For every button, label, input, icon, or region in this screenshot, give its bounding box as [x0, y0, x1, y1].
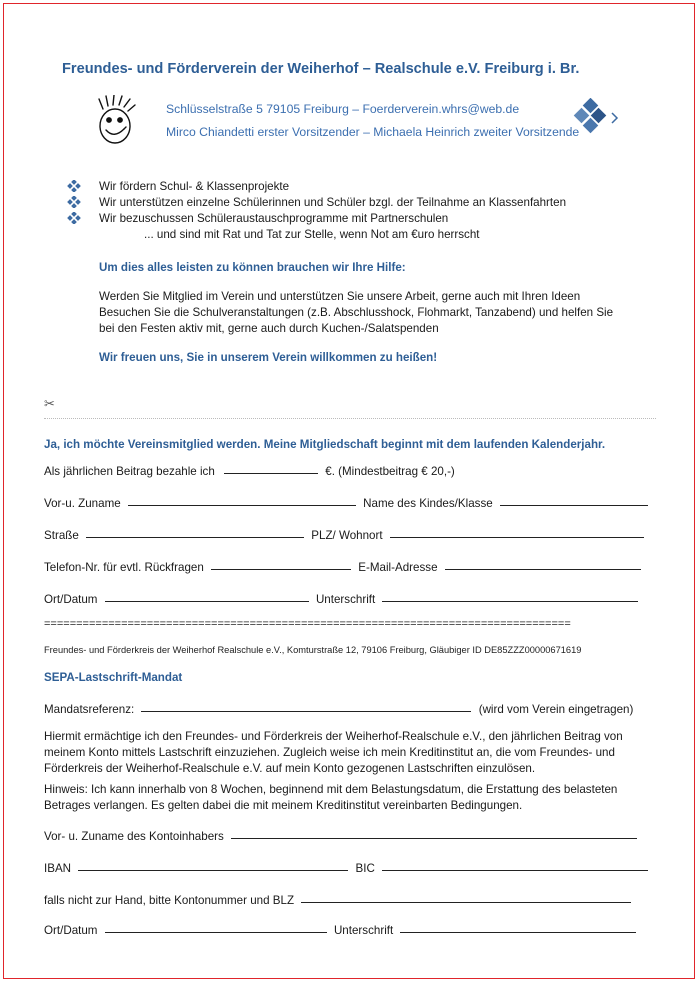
sepa-signature-label: Unterschrift [333, 924, 394, 937]
address-line: Schlüsselstraße 5 79105 Freiburg – Foerderverein.whrs@web.de [166, 102, 520, 116]
name-label: Vor-u. Zuname [44, 497, 121, 510]
name-row [44, 497, 648, 510]
help-heading: Um dies alles leisten zu können brauchen wir Ihre Hilfe: [99, 261, 406, 274]
authorization-text: Förderkreis der Weiherhof-Realschule e.V. auf mein Konto gezogenen Lastschriften einzulösen. [44, 762, 536, 775]
sepa-signature-input-line[interactable] [400, 931, 636, 933]
fee-row [44, 465, 455, 478]
fee-label: Als jährlichen Beitrag bezahle ich [44, 465, 215, 478]
note-text: Betrages verlangen. Es gelten dabei die mit meinem Kreditinstitut vereinbarten Bedingungen. [44, 799, 523, 812]
iban-label: IBAN [44, 862, 72, 875]
zip-input-line[interactable] [390, 536, 644, 538]
mandate-ref-line [141, 710, 471, 712]
account-input-line[interactable] [301, 901, 631, 903]
street-input-line[interactable] [86, 536, 304, 538]
signature-label: Unterschrift [315, 593, 376, 606]
street-label: Straße [44, 529, 79, 542]
authorization-text: meinem Konto mittels Lastschrift einzuziehen. Zugleich weise ich mein Kreditinstitut an, die vom Freundes- und [44, 746, 615, 759]
diamond-bullet-icon [67, 180, 83, 192]
date-input-line[interactable] [105, 600, 309, 602]
zip-label: PLZ/ Wohnort [311, 529, 383, 542]
sepa-heading: SEPA-Lastschrift-Mandat [44, 671, 183, 684]
phone-row [44, 561, 641, 574]
holder-input-line[interactable] [231, 837, 637, 839]
sepa-date-input-line[interactable] [105, 931, 327, 933]
mandate-ref-row [44, 703, 633, 716]
diamond-bullet-icon [67, 212, 83, 224]
email-label: E-Mail-Adresse [358, 561, 438, 574]
fee-input-line[interactable] [224, 472, 318, 474]
mandate-ref-label: Mandatsreferenz: [44, 703, 135, 716]
cut-line [44, 418, 656, 419]
diamond-bullet-icon [67, 196, 83, 208]
mandate-ref-note: (wird vom Verein eingetragen) [478, 703, 634, 716]
child-input-line[interactable] [500, 504, 648, 506]
holder-row [44, 830, 637, 843]
iban-input-line[interactable] [78, 869, 348, 871]
creditor-line: Freundes- und Förderkreis der Weiherhof Realschule e.V., Komturstraße 12, 79106 Freiburg, Gläubiger ID DE85ZZZ00000671619 [44, 645, 582, 655]
signature-input-line[interactable] [382, 600, 638, 602]
separator-line: ================================================================================== [44, 618, 571, 630]
smiley-logo [93, 95, 139, 147]
help-text: bei den Festen aktiv mit, gerne auch durch Kuchen-/Salatspenden [99, 322, 439, 335]
date-label: Ort/Datum [44, 593, 98, 606]
authorization-text: Hiermit ermächtige ich den Freundes- und Förderkreis der Weiherhof-Realschule e.V., den jährlichen Beitrag von [44, 730, 623, 743]
sepa-date-row [44, 924, 636, 937]
board-line: Mirco Chiandetti erster Vorsitzender – Michaela Heinrich zweiter Vorsitzende [166, 125, 580, 139]
phone-label: Telefon-Nr. für evtl. Rückfragen [44, 561, 204, 574]
bullet-item: Wir bezuschussen Schüleraustauschprogramme mit Partnerschulen [99, 212, 449, 225]
child-label: Name des Kindes/Klasse [363, 497, 493, 510]
phone-input-line[interactable] [211, 568, 351, 570]
account-row [44, 894, 631, 907]
page-title: Freundes- und Förderverein der Weiherhof – Realschule e.V. Freiburg i. Br. [62, 61, 580, 77]
sepa-date-label: Ort/Datum [44, 924, 98, 937]
account-label: falls nicht zur Hand, bitte Kontonummer und BLZ [44, 894, 295, 907]
fee-suffix: €. (Mindestbeitrag € 20,-) [325, 465, 455, 478]
bic-input-line[interactable] [382, 869, 648, 871]
membership-heading: Ja, ich möchte Vereinsmitglied werden. Meine Mitgliedschaft beginnt mit dem laufenden Kalenderjahr. [44, 438, 606, 451]
help-text: Besuchen Sie die Schulveranstaltungen (z.B. Abschlusshock, Flohmarkt, Tanzabend) und helfen Sie [99, 306, 614, 319]
diamond-logo [570, 98, 622, 140]
street-row [44, 529, 644, 542]
email-input-line[interactable] [445, 568, 641, 570]
holder-label: Vor- u. Zuname des Kontoinhabers [44, 830, 224, 843]
iban-row [44, 862, 648, 875]
bullet-tail: ... und sind mit Rat und Tat zur Stelle, wenn Not am €uro herrscht [144, 228, 480, 241]
bullet-item: Wir fördern Schul- & Klassenprojekte [99, 180, 290, 193]
date-row [44, 593, 638, 606]
help-text: Werden Sie Mitglied im Verein und unterstützen Sie unsere Arbeit, gerne auch mit Ihren Ideen [99, 290, 581, 303]
welcome-text: Wir freuen uns, Sie in unserem Verein willkommen zu heißen! [99, 351, 438, 364]
note-text: Hinweis: Ich kann innerhalb von 8 Wochen, beginnend mit dem Belastungsdatum, die Erstattung des belasteten [44, 783, 618, 796]
bic-label: BIC [355, 862, 375, 875]
scissors-icon: ✂ [44, 396, 55, 411]
bullet-item: Wir unterstützen einzelne Schülerinnen und Schüler bzgl. der Teilnahme an Klassenfahrten [99, 196, 567, 209]
name-input-line[interactable] [128, 504, 356, 506]
